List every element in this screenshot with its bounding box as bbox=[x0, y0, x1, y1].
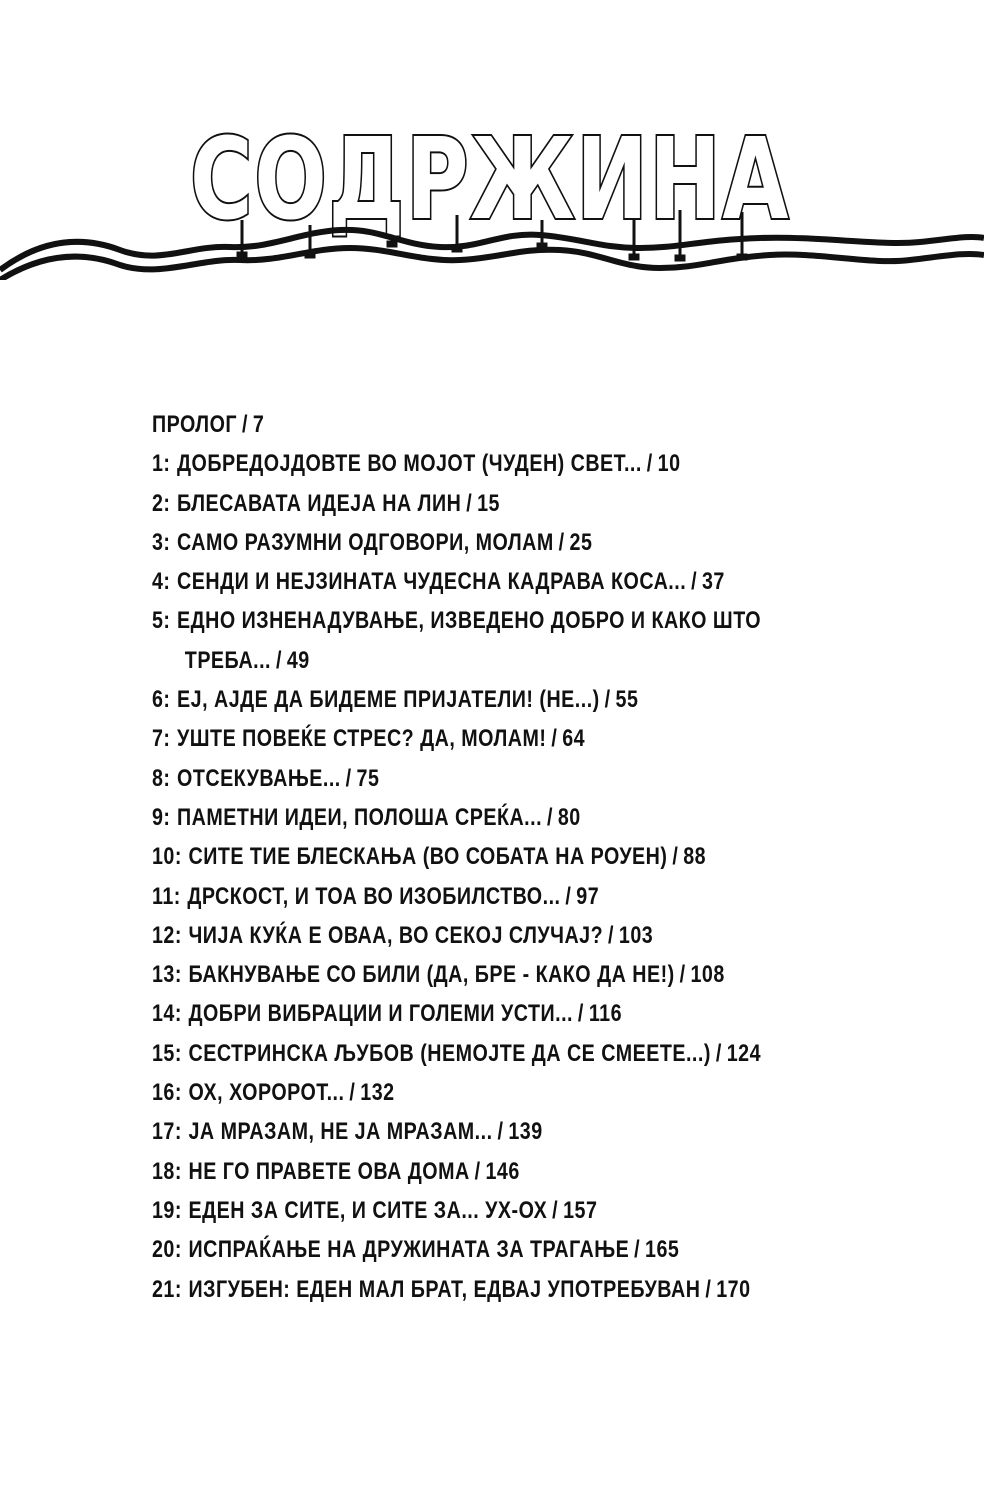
separator: / bbox=[497, 1118, 504, 1146]
separator: / bbox=[551, 725, 558, 753]
chapter-number: 8: bbox=[152, 764, 171, 792]
separator: / bbox=[546, 803, 553, 831]
page-number: 80 bbox=[557, 803, 581, 831]
toc-entry-chapter[interactable] bbox=[152, 1112, 775, 1151]
page-number: 108 bbox=[690, 961, 725, 989]
entry-title: СИТЕ ТИЕ БЛЕСКАЊА (ВО СОБАТА НА РОУЕН) bbox=[188, 843, 668, 871]
entry-title: ЧИЈА КУЌА Е ОВАА, ВО СЕКОЈ СЛУЧАЈ? bbox=[188, 921, 604, 949]
toc-entry-chapter-continuation[interactable] bbox=[152, 641, 775, 680]
chapter-number: 15: bbox=[152, 1039, 182, 1067]
page-number: 170 bbox=[716, 1275, 751, 1303]
toc-entry-chapter[interactable] bbox=[152, 719, 775, 758]
separator: / bbox=[577, 1000, 584, 1028]
page-number: 75 bbox=[356, 764, 380, 792]
toc-entry-chapter[interactable] bbox=[152, 562, 775, 601]
chapter-number: 10: bbox=[152, 843, 182, 871]
entry-title: ИСПРАЌАЊЕ НА ДРУЖИНАТА ЗА ТРАГАЊЕ bbox=[188, 1236, 630, 1264]
wavy-banner-illustration bbox=[0, 120, 984, 280]
page-number: 7 bbox=[252, 411, 265, 438]
toc-entry-chapter[interactable] bbox=[152, 1073, 775, 1112]
separator: / bbox=[604, 686, 611, 714]
toc-entry-chapter[interactable] bbox=[152, 1191, 775, 1230]
page-number: 124 bbox=[726, 1039, 762, 1067]
chapter-number: 12: bbox=[152, 921, 182, 949]
toc-entry-chapter[interactable] bbox=[152, 877, 775, 916]
toc-entry-chapter[interactable] bbox=[152, 484, 775, 523]
page-title: СОДРЖИНА bbox=[190, 120, 790, 245]
separator: / bbox=[349, 1079, 356, 1107]
separator: / bbox=[679, 961, 686, 989]
toc-entry-chapter[interactable] bbox=[152, 798, 775, 837]
separator: / bbox=[705, 1275, 712, 1303]
entry-title: ПРОЛОГ bbox=[152, 411, 238, 438]
toc-entry-chapter[interactable] bbox=[152, 955, 775, 994]
chapter-number: 5: bbox=[152, 607, 171, 635]
page-number: 103 bbox=[618, 921, 654, 949]
page-number: 116 bbox=[588, 1000, 623, 1028]
chapter-number: 2: bbox=[152, 489, 171, 517]
entry-title: СЕСТРИНСКА ЉУБОВ (НЕМОЈТЕ ДА СЕ СМЕЕТЕ...) bbox=[188, 1039, 711, 1067]
toc-entry-chapter[interactable] bbox=[152, 444, 775, 483]
page-number: 146 bbox=[485, 1157, 520, 1185]
page-number: 55 bbox=[615, 686, 639, 714]
page-number: 10 bbox=[657, 450, 681, 478]
entry-title: БАКНУВАЊЕ СО БИЛИ (ДА, БРЕ - КАКО ДА НЕ!) bbox=[188, 961, 675, 989]
page-number: 139 bbox=[508, 1118, 543, 1146]
entry-title: ОТСЕКУВАЊЕ... bbox=[177, 764, 341, 792]
toc-entry-chapter[interactable] bbox=[152, 680, 775, 719]
toc-entry-chapter[interactable] bbox=[152, 759, 775, 798]
title-banner bbox=[0, 120, 984, 280]
chapter-number: 7: bbox=[152, 725, 171, 753]
toc-entry-chapter[interactable] bbox=[152, 523, 775, 562]
separator: / bbox=[558, 528, 565, 556]
entry-title: ИЗГУБЕН: ЕДЕН МАЛ БРАТ, ЕДВАЈ УПОТРЕБУВАН bbox=[188, 1275, 701, 1303]
separator: / bbox=[345, 764, 352, 792]
page-number: 88 bbox=[683, 843, 707, 871]
chapter-number: 18: bbox=[152, 1157, 182, 1185]
page-number: 97 bbox=[576, 882, 600, 910]
entry-title: САМО РАЗУМНИ ОДГОВОРИ, МОЛАМ bbox=[177, 528, 554, 556]
page-number: 37 bbox=[701, 568, 725, 596]
entry-title: СЕНДИ И НЕЈЗИНАТА ЧУДЕСНА КАДРАВА КОСА... bbox=[177, 568, 687, 596]
page-number: 49 bbox=[286, 646, 310, 674]
separator: / bbox=[646, 450, 653, 478]
page-number: 15 bbox=[477, 489, 501, 517]
toc-entry-prologue[interactable] bbox=[152, 405, 775, 444]
separator: / bbox=[552, 1196, 559, 1224]
entry-title: ЕЈ, АЈДЕ ДА БИДЕМЕ ПРИЈАТЕЛИ! (НЕ...) bbox=[177, 686, 600, 714]
page-number: 64 bbox=[562, 725, 586, 753]
chapter-number: 4: bbox=[152, 568, 171, 596]
entry-title: НЕ ГО ПРАВЕТЕ ОВА ДОМА bbox=[188, 1157, 470, 1185]
chapter-number: 14: bbox=[152, 1000, 182, 1028]
page-number: 132 bbox=[360, 1079, 395, 1107]
chapter-number: 1: bbox=[152, 450, 171, 478]
separator: / bbox=[466, 489, 473, 517]
separator: / bbox=[275, 646, 282, 674]
entry-title: ОХ, ХОРОРОТ... bbox=[188, 1079, 345, 1107]
entry-title: БЛЕСАВАТА ИДЕЈА НА ЛИН bbox=[177, 489, 462, 517]
separator: / bbox=[634, 1236, 641, 1264]
separator: / bbox=[715, 1039, 722, 1067]
separator: / bbox=[608, 921, 614, 949]
chapter-number: 13: bbox=[152, 961, 182, 989]
entry-title: ДРСКОСТ, И ТОА ВО ИЗОБИЛСТВО... bbox=[187, 882, 561, 910]
separator: / bbox=[474, 1157, 481, 1185]
toc-entry-chapter[interactable] bbox=[152, 1034, 775, 1073]
entry-title: ЈА МРАЗАМ, НЕ ЈА МРАЗАМ... bbox=[188, 1118, 493, 1146]
entry-title: ДОБРЕДОЈДОВТЕ ВО МОЈОТ (ЧУДЕН) СВЕТ... bbox=[177, 450, 642, 478]
toc-entry-chapter[interactable] bbox=[152, 1270, 775, 1309]
chapter-number: 20: bbox=[152, 1236, 182, 1264]
toc-entry-chapter[interactable] bbox=[152, 994, 775, 1033]
page-number: 157 bbox=[563, 1196, 598, 1224]
chapter-number: 16: bbox=[152, 1079, 182, 1107]
toc-entry-chapter[interactable] bbox=[152, 1230, 775, 1269]
separator: / bbox=[241, 411, 248, 438]
entry-title: УШТЕ ПОВЕЌЕ СТРЕС? ДА, МОЛАМ! bbox=[177, 725, 547, 753]
entry-title: ДОБРИ ВИБРАЦИИ И ГОЛЕМИ УСТИ... bbox=[188, 1000, 574, 1028]
chapter-number: 21: bbox=[152, 1275, 182, 1303]
separator: / bbox=[672, 843, 679, 871]
page-number: 25 bbox=[569, 528, 593, 556]
toc-entry-chapter[interactable] bbox=[152, 837, 775, 876]
chapter-number: 19: bbox=[152, 1196, 182, 1224]
chapter-number: 3: bbox=[152, 528, 171, 556]
separator: / bbox=[691, 568, 698, 596]
toc-entry-chapter[interactable] bbox=[152, 601, 775, 640]
table-of-contents bbox=[152, 405, 912, 1309]
separator: / bbox=[565, 882, 572, 910]
toc-entry-chapter[interactable] bbox=[152, 916, 775, 955]
chapter-number: 11: bbox=[152, 882, 181, 910]
chapter-number: 6: bbox=[152, 686, 171, 714]
entry-title: ЕДЕН ЗА СИТЕ, И СИТЕ ЗА... УХ-ОХ bbox=[188, 1196, 548, 1224]
entry-title: ЕДНО ИЗНЕНАДУВАЊЕ, ИЗВЕДЕНО ДОБРО И КАКО ШТО bbox=[177, 607, 762, 635]
entry-title-continued: ТРЕБА... bbox=[184, 646, 272, 674]
page-number: 165 bbox=[645, 1236, 680, 1264]
entry-title: ПАМЕТНИ ИДЕИ, ПОЛОША СРЕЌА... bbox=[177, 803, 543, 831]
toc-entry-chapter[interactable] bbox=[152, 1152, 775, 1191]
chapter-number: 17: bbox=[152, 1118, 182, 1146]
chapter-number: 9: bbox=[152, 803, 171, 831]
